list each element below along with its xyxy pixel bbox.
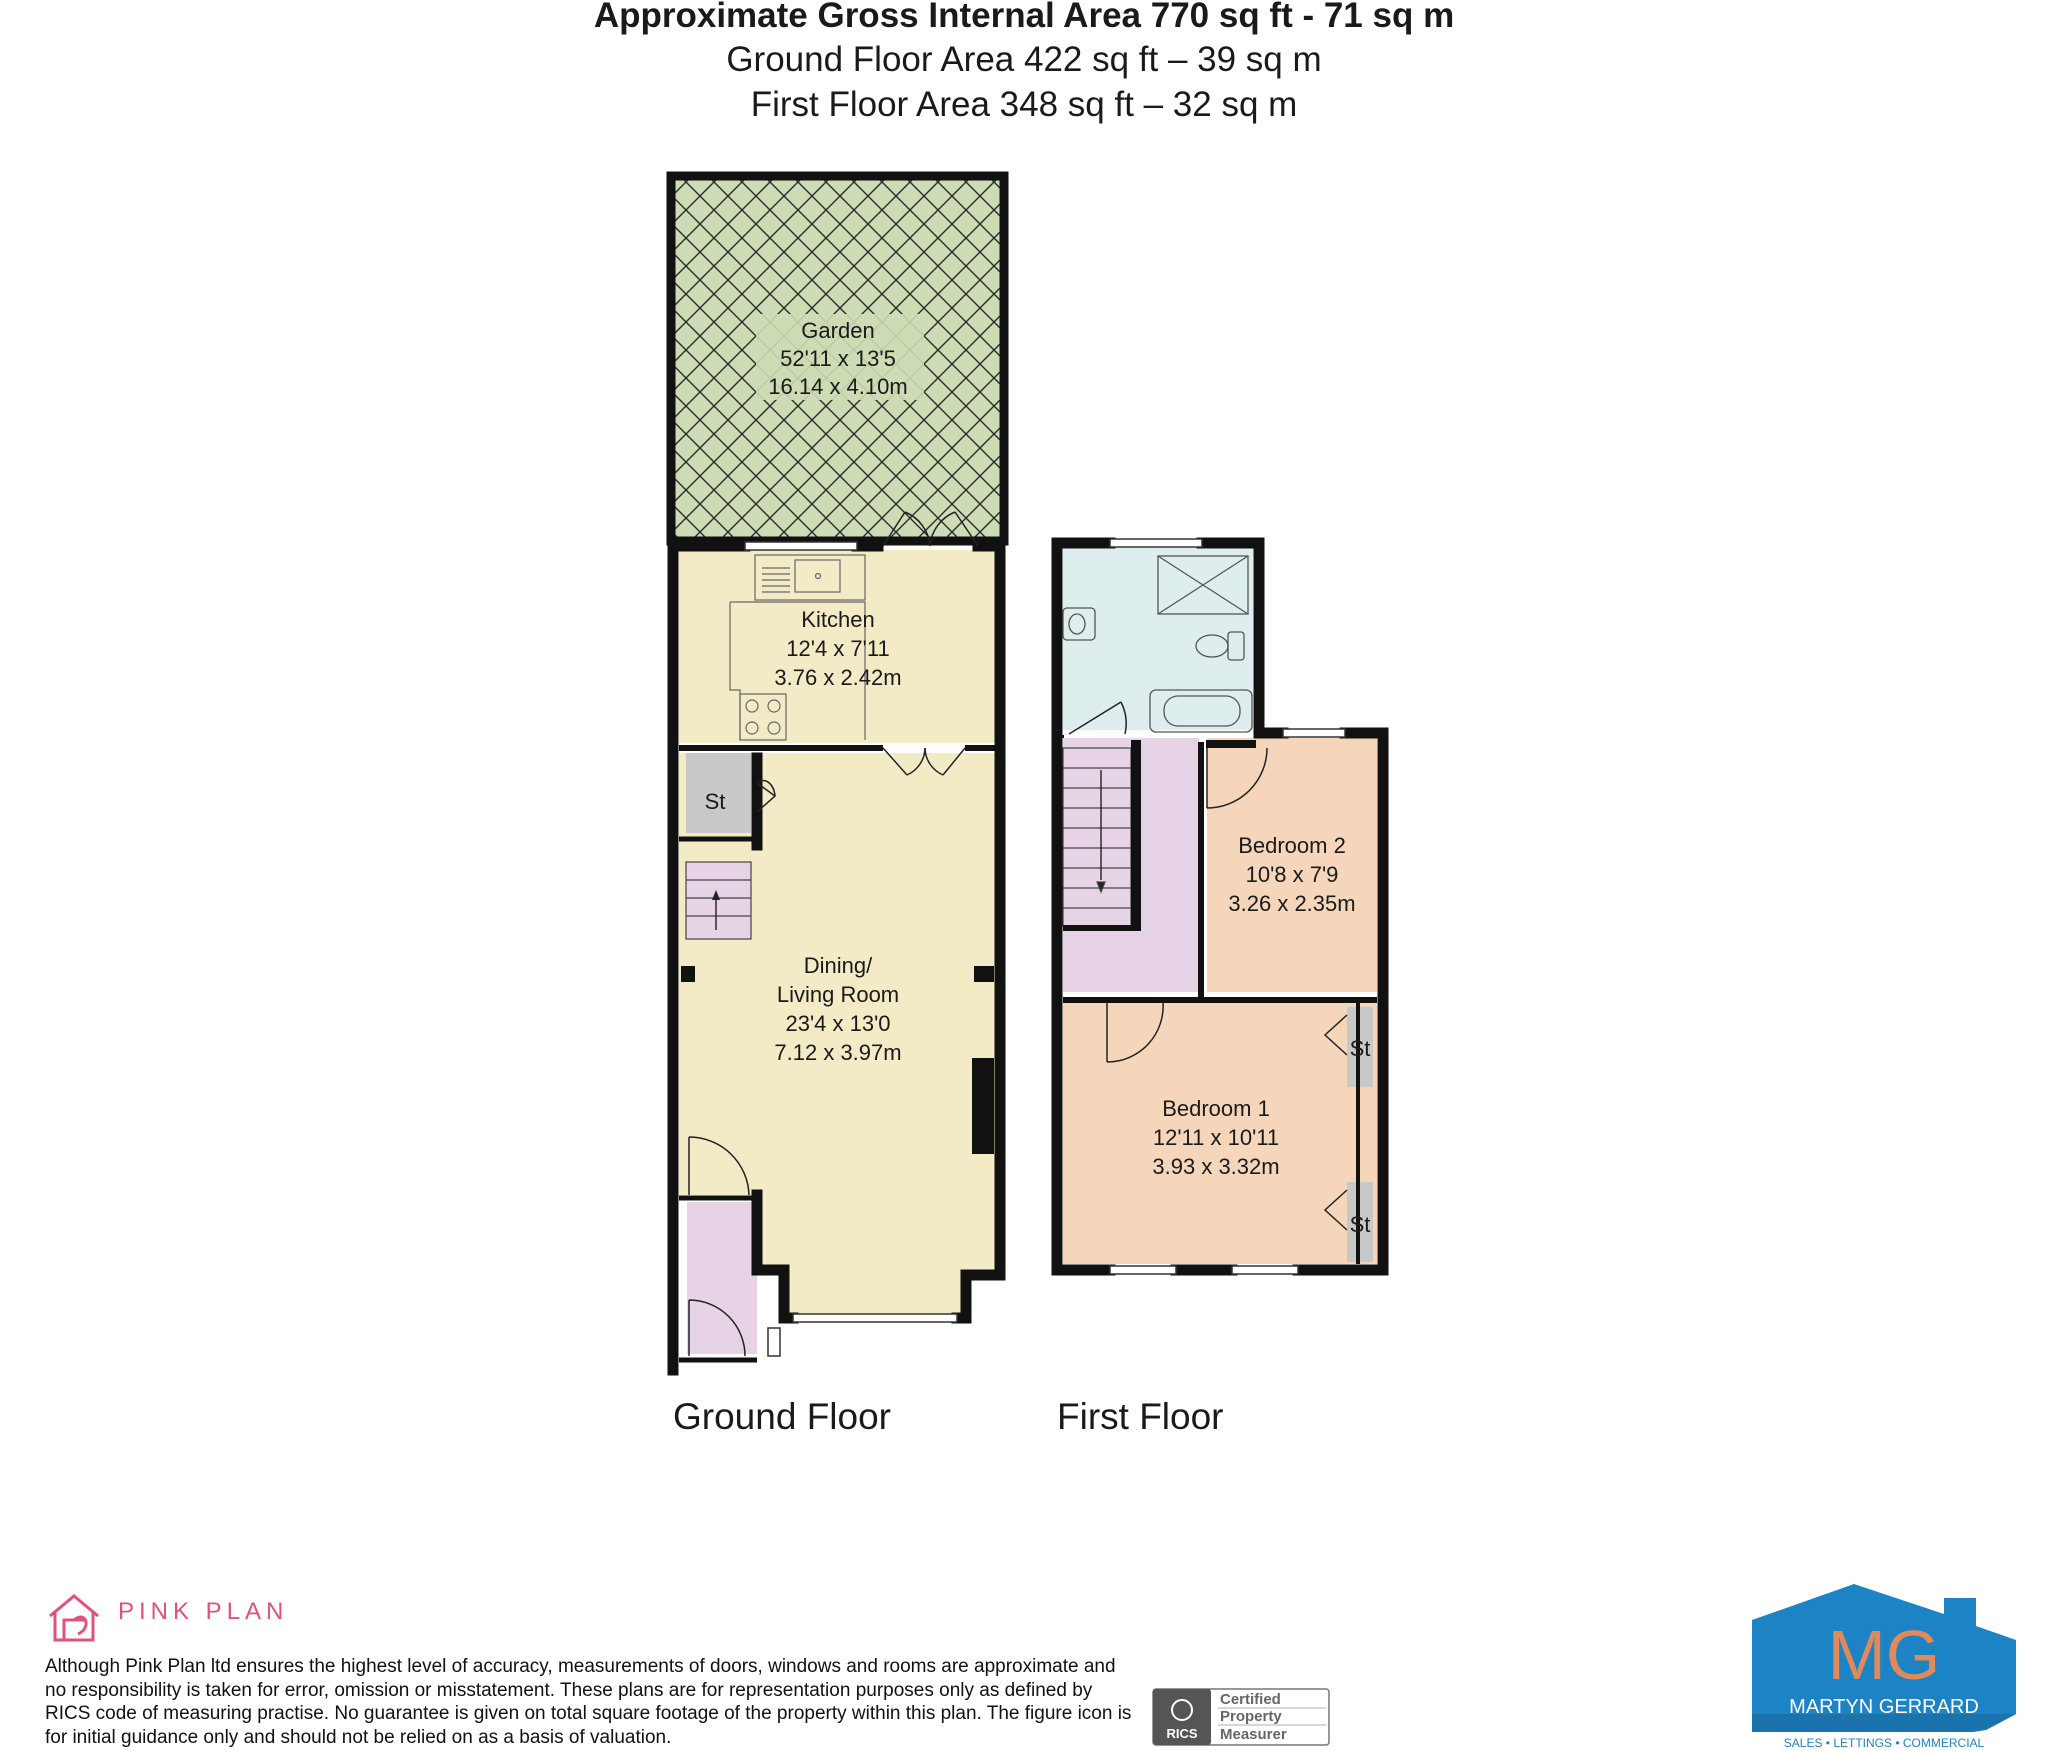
kitchen-label: Kitchen xyxy=(801,607,875,632)
mg-tagline: SALES • LETTINGS • COMMERCIAL xyxy=(1783,1736,1985,1750)
disclaimer-text: Although Pink Plan ltd ensures the highest level of accuracy, measurements of doors, windows and rooms are approximate and no responsibility is taken for error, omission or misstatement. These plans are for representation purposes only as defined by RICS code of measuring practise. No guarantee is given on total square footage of the property within this plan. The figure icon is for initial guidance only and should not be relied on as a basis of valuation. xyxy=(45,1656,1132,1748)
rics-text: RICS xyxy=(1166,1726,1198,1741)
kitchen-imperial: 12'4 x 7'11 xyxy=(786,636,890,661)
bedroom1-metric: 3.93 x 3.32m xyxy=(1152,1154,1280,1179)
bedroom1-store-top-label: St xyxy=(1349,1036,1371,1061)
mg-name: MARTYN GERRARD xyxy=(1789,1696,1979,1718)
dining-metric: 7.12 x 3.97m xyxy=(774,1040,902,1065)
martyn-gerrard-logo xyxy=(1748,1580,2020,1751)
first-floor-label: First Floor xyxy=(1057,1396,1224,1437)
rics-certified-badge xyxy=(1152,1688,1330,1746)
rics-cert-line1: Certified xyxy=(1220,1691,1281,1708)
porch xyxy=(687,1202,757,1354)
bedroom1-label: Bedroom 1 xyxy=(1162,1096,1270,1121)
dining-label-line1: Dining/ xyxy=(803,953,873,978)
bedroom1-imperial: 12'11 x 10'11 xyxy=(1152,1125,1280,1150)
garden-label: Garden xyxy=(801,318,875,343)
first-stairs xyxy=(1063,748,1131,926)
pink-plan-logo-icon xyxy=(44,1588,104,1648)
rics-cert-line3: Measurer xyxy=(1220,1726,1287,1743)
bedroom2-label: Bedroom 2 xyxy=(1238,833,1346,858)
first-floor-area: First Floor Area 348 sq ft – 32 sq m xyxy=(750,85,1298,124)
garden-imperial: 52'11 x 13'5 xyxy=(780,346,896,371)
kitchen-metric: 3.76 x 2.42m xyxy=(774,665,902,690)
ground-floor-area: Ground Floor Area 422 sq ft – 39 sq m xyxy=(726,40,1322,79)
ground-stairs xyxy=(686,862,751,939)
bedroom1-store-bottom-label: St xyxy=(1349,1212,1371,1237)
bedroom2-imperial: 10'8 x 7'9 xyxy=(1245,862,1339,887)
dining-imperial: 23'4 x 13'0 xyxy=(785,1011,891,1036)
garden-metric: 16.14 x 4.10m xyxy=(768,374,908,399)
rics-cert-line2: Property xyxy=(1220,1708,1282,1725)
pink-plan-brand: PINK PLAN xyxy=(118,1598,289,1625)
dining-label-line2: Living Room xyxy=(776,982,900,1007)
plan-title: Approximate Gross Internal Area 770 sq ft - 71 sq m xyxy=(593,0,1455,35)
mg-initials: MG xyxy=(1827,1616,1941,1694)
ground-store-label: St xyxy=(704,789,726,814)
ground-floor-label: Ground Floor xyxy=(673,1396,891,1437)
bedroom2-metric: 3.26 x 2.35m xyxy=(1228,891,1356,916)
